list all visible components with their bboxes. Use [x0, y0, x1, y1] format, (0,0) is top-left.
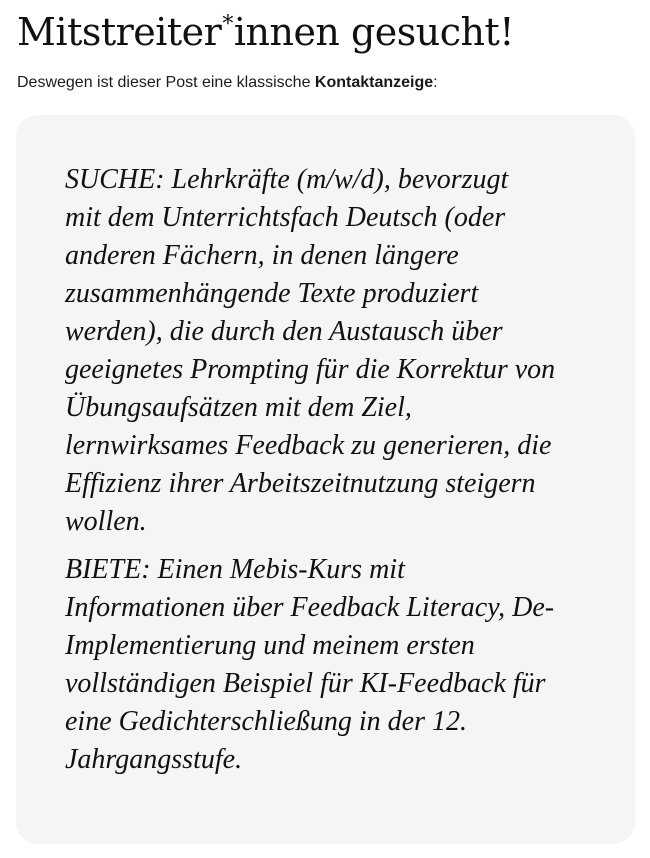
suche-line: geeignetes Prompting für die Korrektur von: [65, 354, 556, 385]
suche-paragraph: [65, 161, 585, 541]
suche-line: mit dem Unterrichtsfach Deutsch (oder: [65, 202, 506, 233]
suche-line: Übungsaufsätzen mit dem Ziel,: [65, 392, 412, 423]
intro-bold-text: Kontaktanzeige: [314, 74, 434, 91]
biete-line: eine Gedichterschließung in der 12.: [65, 706, 468, 737]
intro-paragraph: [17, 72, 438, 94]
biete-line: vollständigen Beispiel für KI-Feedback für: [65, 668, 546, 699]
gender-star: *: [222, 12, 233, 37]
suche-line: Effizienz ihrer Arbeitszeitnutzung steigern: [65, 468, 536, 499]
suche-line: anderen Fächern, in denen längere: [65, 240, 459, 271]
suche-line: lernwirksames Feedback zu generieren, die: [65, 430, 552, 461]
contact-ad-quote: [65, 161, 585, 789]
biete-paragraph: [65, 551, 585, 779]
suche-line: werden), die durch den Austausch über: [65, 316, 503, 347]
title-part-1: Mitstreiter: [17, 10, 222, 54]
title-part-2: innen gesucht!: [233, 10, 515, 54]
quote-card: [16, 115, 635, 844]
suche-line: wollen.: [65, 506, 147, 537]
biete-line: BIETE: Einen Mebis-Kurs mit: [65, 554, 405, 585]
suche-line: zusammenhängende Texte produziert: [65, 278, 479, 309]
intro-text: Deswegen ist dieser Post eine klassische: [17, 74, 315, 91]
biete-line: Jahrgangsstufe.: [65, 744, 243, 775]
intro-colon: :: [433, 74, 438, 91]
biete-line: Implementierung und meinem ersten: [65, 630, 475, 661]
page-title: [17, 0, 514, 57]
suche-line: SUCHE: Lehrkräfte (m/w/d), bevorzugt: [65, 164, 509, 195]
biete-line: Informationen über Feedback Literacy, De-: [65, 592, 555, 623]
